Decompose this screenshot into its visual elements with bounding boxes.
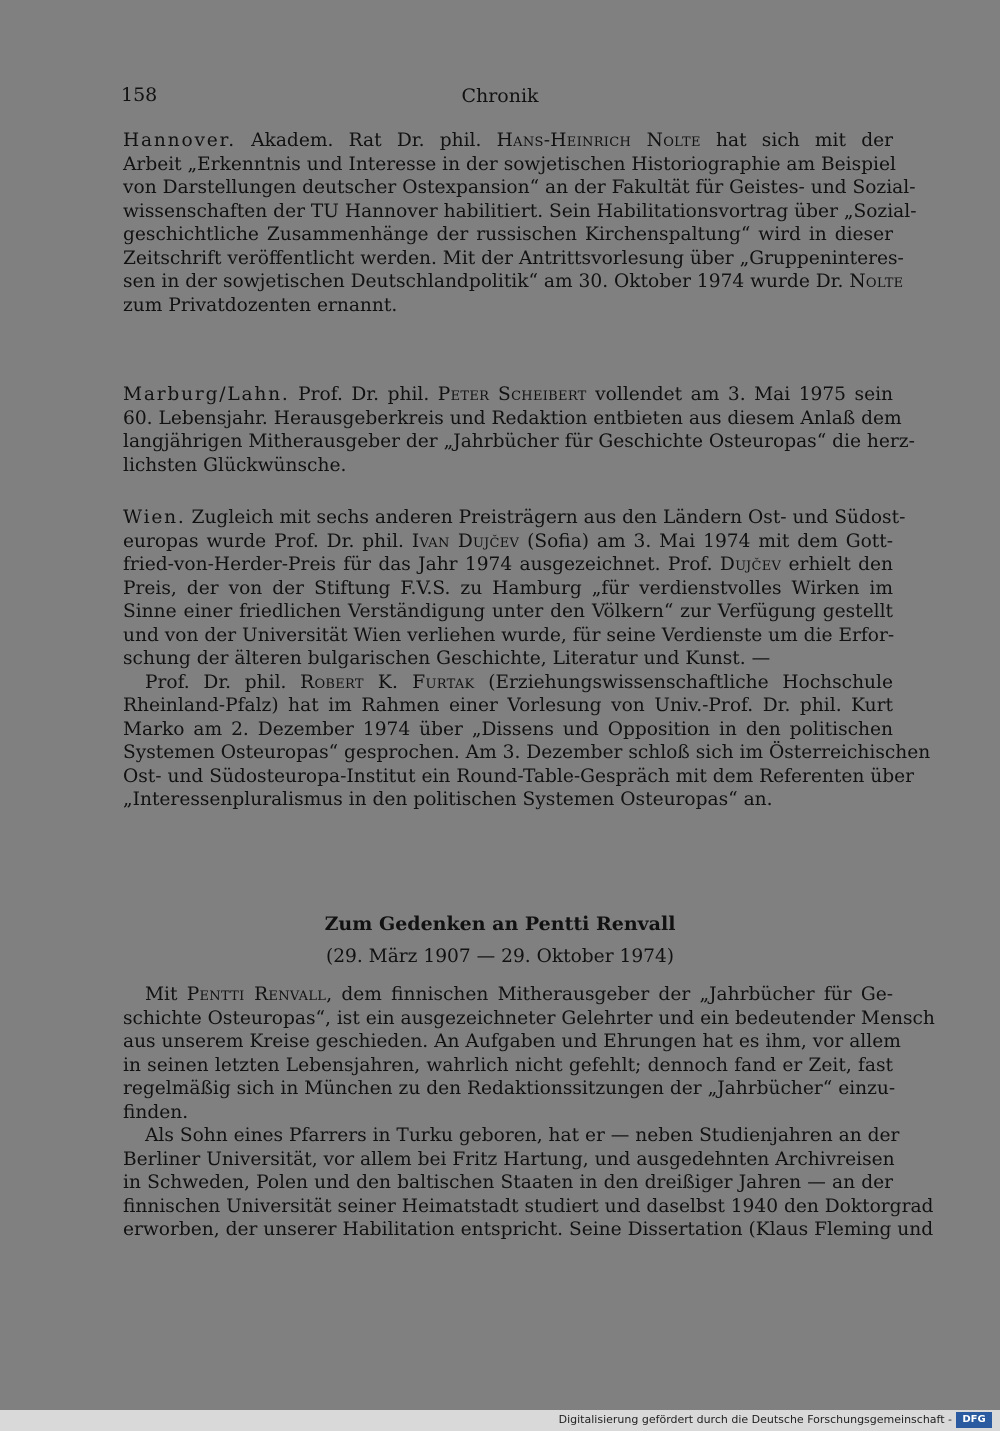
text-line: sen in der sowjetischen Deutschlandpolitik“ am 30. Oktober 1974 wurde Dr. Nolte — [123, 271, 904, 292]
obituary-body — [123, 983, 935, 1242]
entry-wien — [123, 506, 931, 812]
text-line: von Darstellungen deutscher Ostexpansion“ an der Fakultät für Geistes- und Sozial- — [123, 177, 916, 198]
footer-bar — [0, 1410, 1000, 1431]
text-line: Wien. Zugleich mit sechs anderen Preisträgern aus den Ländern Ost- und Südost- — [123, 507, 906, 528]
text-line: aus unserem Kreise geschieden. An Aufgaben und Ehrungen hat es ihm, vor allem — [123, 1031, 901, 1052]
text-line: Arbeit „Erkenntnis und Interesse in der sowjetischen Historiographie am Beispiel — [123, 153, 896, 175]
text-line: wissenschaften der TU Hannover habilitiert. Sein Habilitationsvortrag über „Sozial- — [123, 200, 917, 222]
funding-notice: Digitalisierung gefördert durch die Deutsche Forschungsgemeinschaft - — [558, 1413, 952, 1426]
text-line: Marburg/Lahn. Prof. Dr. phil. Peter Scheibert vollendet am 3. Mai 1975 sein — [123, 384, 893, 405]
text-line: geschichtliche Zusammenhänge der russischen Kirchenspaltung“ wird in dieser — [123, 224, 893, 245]
text-line: finden. — [123, 1101, 189, 1123]
text-line: schichte Osteuropas“, ist ein ausgezeichneter Gelehrter und ein bedeutender Mensch — [123, 1007, 935, 1029]
text-line: „Interessenpluralismus in den politischen Systemen Osteuropas“ an. — [123, 789, 773, 810]
text-line: Zeitschrift veröffentlicht werden. Mit der Antrittsvorlesung über „Gruppeninteres- — [123, 247, 904, 269]
page-number: 158 — [121, 84, 158, 106]
text-line: schung der älteren bulgarischen Geschichte, Literatur und Kunst. — — [123, 648, 771, 669]
text-line: europas wurde Prof. Dr. phil. Ivan Dujčev (Sofia) am 3. Mai 1974 mit dem Gott- — [123, 530, 894, 552]
text-line: Hannover. Akadem. Rat Dr. phil. Hans-Heinrich Nolte hat sich mit der — [123, 130, 893, 151]
text-line: Berliner Universität, vor allem bei Fritz Hartung, und ausgedehnten Archivreisen — [123, 1148, 895, 1170]
text-line: Als Sohn eines Pfarrers in Turku geboren, hat er — neben Studienjahren an der — [145, 1125, 900, 1146]
dfg-logo: DFG — [956, 1412, 992, 1428]
text-line: lichsten Glückwünsche. — [123, 454, 347, 476]
text-line: in Schweden, Polen und den baltischen Staaten in den dreißiger Jahren — an der — [123, 1172, 893, 1193]
text-line: Prof. Dr. phil. Robert K. Furtak (Erziehungswissenschaftliche Hochschule — [145, 671, 893, 693]
text-line: fried-von-Herder-Preis für das Jahr 1974 ausgezeichnet. Prof. Dujčev erhielt den — [123, 554, 893, 575]
running-title: Chronik — [461, 85, 539, 107]
text-line: Systemen Osteuropas“ gesprochen. Am 3. Dezember schloß sich im Österreichischen — [123, 742, 931, 763]
text-line: Ost- und Südosteuropa-Institut ein Round-Table-Gespräch mit dem Referenten über — [123, 765, 915, 787]
text-line: regelmäßig sich in München zu den Redaktionssitzungen der „Jahrbücher“ einzu- — [123, 1078, 896, 1099]
entry-hannover — [123, 129, 917, 317]
text-line: in seinen letzten Lebensjahren, wahrlich nicht gefehlt; dennoch fand er Zeit, fast — [123, 1054, 893, 1076]
obituary-dates: (29. März 1907 — 29. Oktober 1974) — [325, 946, 675, 967]
text-line: Rheinland-Pfalz) hat im Rahmen einer Vorlesung von Univ.-Prof. Dr. phil. Kurt — [123, 695, 893, 716]
text-line: zum Privatdozenten ernannt. — [123, 294, 398, 316]
text-line: Mit Pentti Renvall, dem finnischen Mitherausgeber der „Jahrbücher für Ge- — [145, 984, 893, 1005]
entry-marburg — [123, 383, 915, 477]
text-line: langjährigen Mitherausgeber der „Jahrbücher für Geschichte Osteuropas“ die herz- — [123, 431, 915, 452]
obituary-title: Zum Gedenken an Pentti Renvall — [324, 913, 676, 935]
text-line: Sinne einer friedlichen Verständigung unter den Völkern“ zur Verfügung gestellt — [123, 601, 893, 622]
text-line: erworben, der unserer Habilitation entspricht. Seine Dissertation (Klaus Fleming und — [123, 1219, 934, 1240]
text-line: finnischen Universität seiner Heimatstadt studiert und daselbst 1940 den Doktorgrad — [123, 1195, 934, 1217]
text-line: Preis, der von der Stiftung F.V.S. zu Hamburg „für verdienstvolles Wirken im — [123, 577, 893, 599]
text-line: 60. Lebensjahr. Herausgeberkreis und Redaktion entbieten aus diesem Anlaß dem — [123, 407, 902, 429]
text-line: Marko am 2. Dezember 1974 über „Dissens und Opposition in den politischen — [123, 718, 893, 740]
text-line: und von der Universität Wien verliehen wurde, für seine Verdienste um die Erfor- — [123, 624, 895, 646]
